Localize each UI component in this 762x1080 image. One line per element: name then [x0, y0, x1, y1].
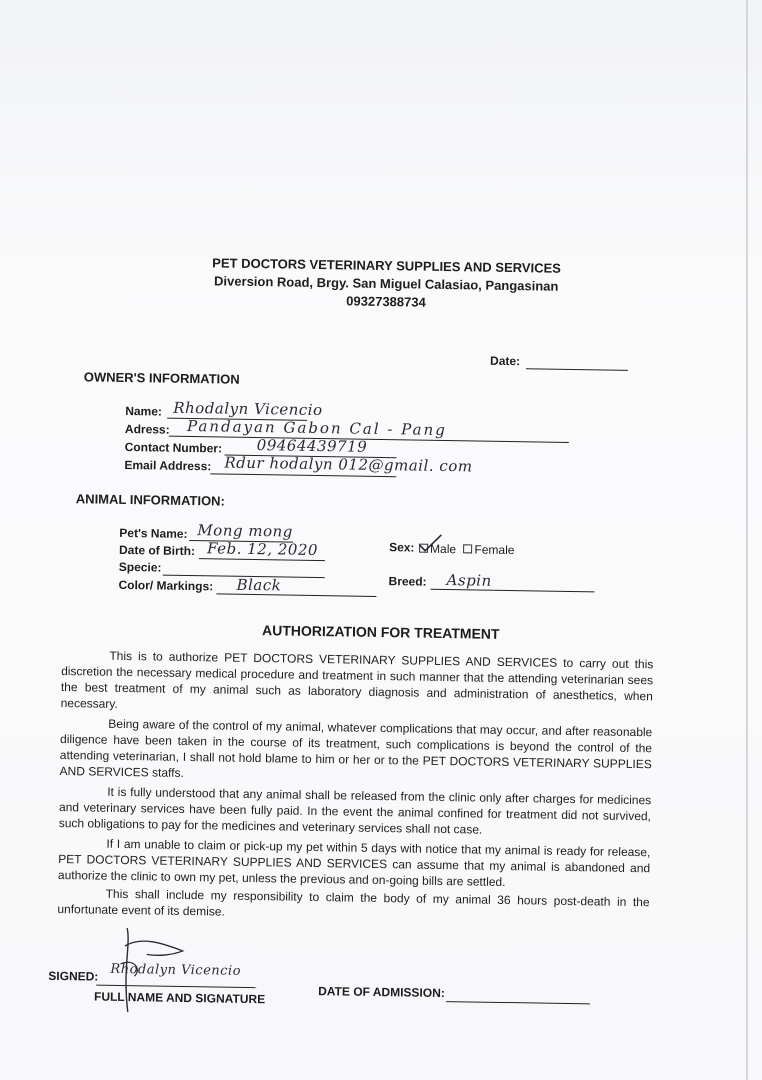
specie-label: Specie:	[118, 559, 162, 575]
clinic-name: PET DOCTORS VETERINARY SUPPLIES AND SERVICES	[212, 255, 561, 276]
sex-male-label: Male	[430, 541, 457, 557]
authorization-paragraph-1: This is to authorize PET DOCTORS VETERINARY SUPPLIES AND SERVICES to carry out this discretion the necessary medical procedure and treatment in such manner that the attending veterinarian sees the best treatment of my animal such as laboratory diagnosis and administration of anesthetics, when necessary.	[60, 648, 654, 711]
email-label: Email Address:	[124, 457, 212, 474]
owner-address-label: Adress:	[124, 421, 170, 437]
date-label: Date:	[489, 353, 521, 369]
dob-value: Feb. 12, 2020	[206, 539, 319, 560]
authorization-paragraph-4: If I am unable to claim or pick-up my pet within 5 days with notice that my animal is ready for release, PET DOCTORS VETERINARY SUPPLIES AND SERVICES can assume that my animal is abandoned and authorize the clinic to own my pet, unless the previous and on-going bills are settled.	[57, 836, 651, 890]
email-value: Rdur hodalyn 012@gmail. com	[224, 453, 473, 476]
date-of-admission-label: DATE OF ADMISSION:	[318, 984, 445, 1001]
color-markings-field[interactable]	[216, 593, 376, 597]
email-field[interactable]	[210, 473, 396, 477]
color-markings-value: Black	[236, 575, 282, 595]
checkmark-icon	[417, 533, 443, 553]
owner-address-value: Pandayan Gabon Cal - Pang	[186, 416, 447, 440]
breed-field[interactable]	[430, 589, 594, 593]
sex-label: Sex:	[389, 540, 415, 555]
date-of-admission-field[interactable]	[446, 1001, 590, 1004]
animal-info-heading: ANIMAL INFORMATION:	[75, 491, 225, 509]
authorization-paragraph-5: This shall include my responsibility to claim the body of my animal 36 hours post-death in the unfortunate event of its demise.	[57, 886, 650, 919]
contact-number-value: 09464439719	[256, 436, 368, 456]
owner-info-heading: OWNER'S INFORMATION	[83, 369, 240, 387]
sex-female-checkbox[interactable]	[463, 544, 472, 553]
breed-value: Aspin	[446, 571, 492, 590]
date-field[interactable]	[526, 368, 628, 371]
authorization-paragraph-2: Being aware of the control of my animal, whatever complications that may occur, and after reasonable diligence have been taken in the course of its treatment, such complications is beyond the control of the attending veterinarian, I shall not hold blame to him or her or to the PET DOCTORS VETERINARY SUPPLIES AND SERVICES staffs.	[59, 716, 653, 780]
full-name-label: FULL NAME AND SIGNATURE	[93, 989, 266, 1007]
pet-name-value: Mong mong	[197, 521, 293, 541]
dob-label: Date of Birth:	[118, 542, 196, 559]
pet-name-label: Pet's Name:	[119, 525, 188, 541]
authorization-paragraph-3: It is fully understood that any animal shall be released from the clinic only after charges for medicines and veterinary services have been fully paid. In the event the animal confined for treatment did not survived, such obligations to pay for the medicines and veterinary services shall not case.	[58, 784, 652, 837]
signed-label: SIGNED:	[48, 968, 99, 984]
authorization-title: AUTHORIZATION FOR TREATMENT	[261, 622, 500, 642]
contact-number-label: Contact Number:	[124, 439, 223, 456]
breed-label: Breed:	[388, 574, 427, 589]
color-markings-label: Color/ Markings:	[118, 577, 214, 594]
sex-female-label: Female	[474, 542, 515, 558]
clinic-address: Diversion Road, Brgy. San Miguel Calasiao, Pangasinan	[214, 273, 559, 294]
owner-name-value: Rhodalyn Vicencio	[173, 398, 323, 420]
owner-name-label: Name:	[125, 403, 163, 419]
signed-value: Rhodalyn Vicencio	[110, 961, 242, 979]
clinic-phone: 09327388734	[346, 293, 426, 310]
